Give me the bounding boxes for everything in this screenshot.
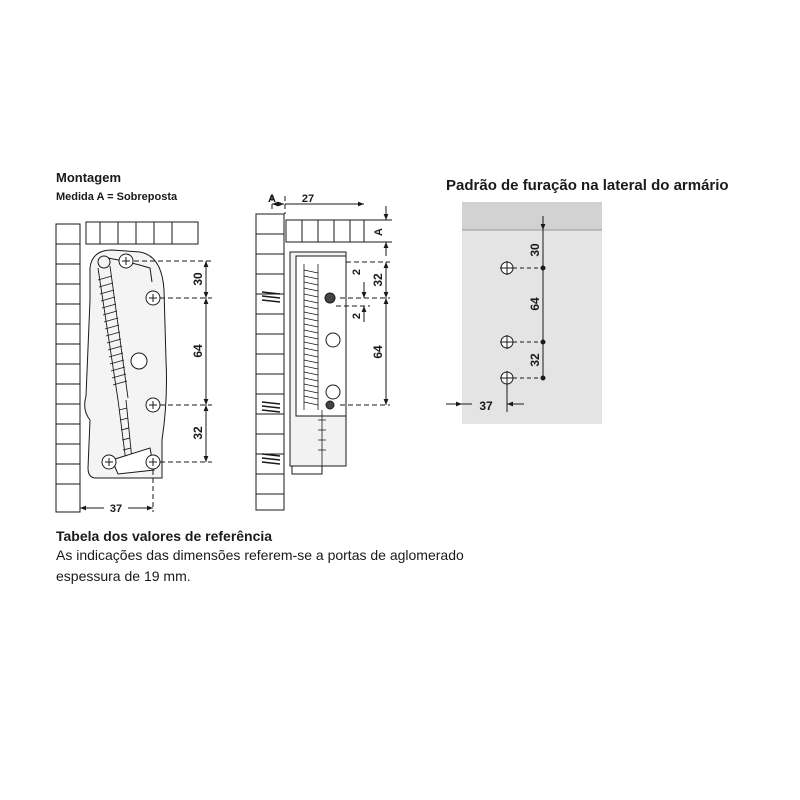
dim-side-64: 64	[371, 345, 385, 359]
assembly-heading: Montagem	[56, 170, 121, 185]
lift-fitting-housing	[85, 250, 167, 478]
dim-side-a-horizontal: A	[268, 193, 276, 205]
side-top-panel	[286, 220, 364, 242]
cabinet-top-edge	[462, 202, 602, 230]
reference-note-line-1: As indicações das dimensões referem-se a portas de aglomerado	[56, 547, 464, 563]
drilling-pattern-drawing	[446, 202, 602, 424]
dim-side-2-bottom: 2	[351, 312, 363, 320]
dim-front-32: 32	[191, 426, 205, 440]
dim-pattern-64: 64	[528, 297, 542, 311]
dim-pattern-37: 37	[479, 399, 493, 413]
dim-side-32: 32	[371, 273, 385, 287]
overlay-measure-label: Medida A = Sobreposta	[56, 191, 178, 203]
cabinet-side-surface	[462, 202, 602, 424]
dim-front-64: 64	[191, 344, 205, 358]
dim-pattern-30: 30	[528, 243, 542, 257]
reference-table-title: Tabela dos valores de referência	[56, 528, 273, 544]
side-cabinet-panel	[256, 214, 284, 510]
dim-front-30: 30	[191, 272, 205, 286]
cabinet-side-panel	[56, 224, 80, 512]
dim-pattern-32: 32	[528, 353, 542, 367]
reference-note-line-2: espessura de 19 mm.	[56, 568, 191, 584]
drilling-pattern-heading: Padrão de furação na lateral do armário	[446, 177, 729, 194]
dim-side-27: 27	[301, 193, 315, 205]
cabinet-top-panel	[86, 222, 198, 244]
dim-front-37: 37	[109, 503, 123, 515]
dim-side-a-vertical: A	[373, 228, 385, 236]
dim-side-2-top: 2	[351, 268, 363, 276]
front-view-drawing	[56, 222, 212, 512]
